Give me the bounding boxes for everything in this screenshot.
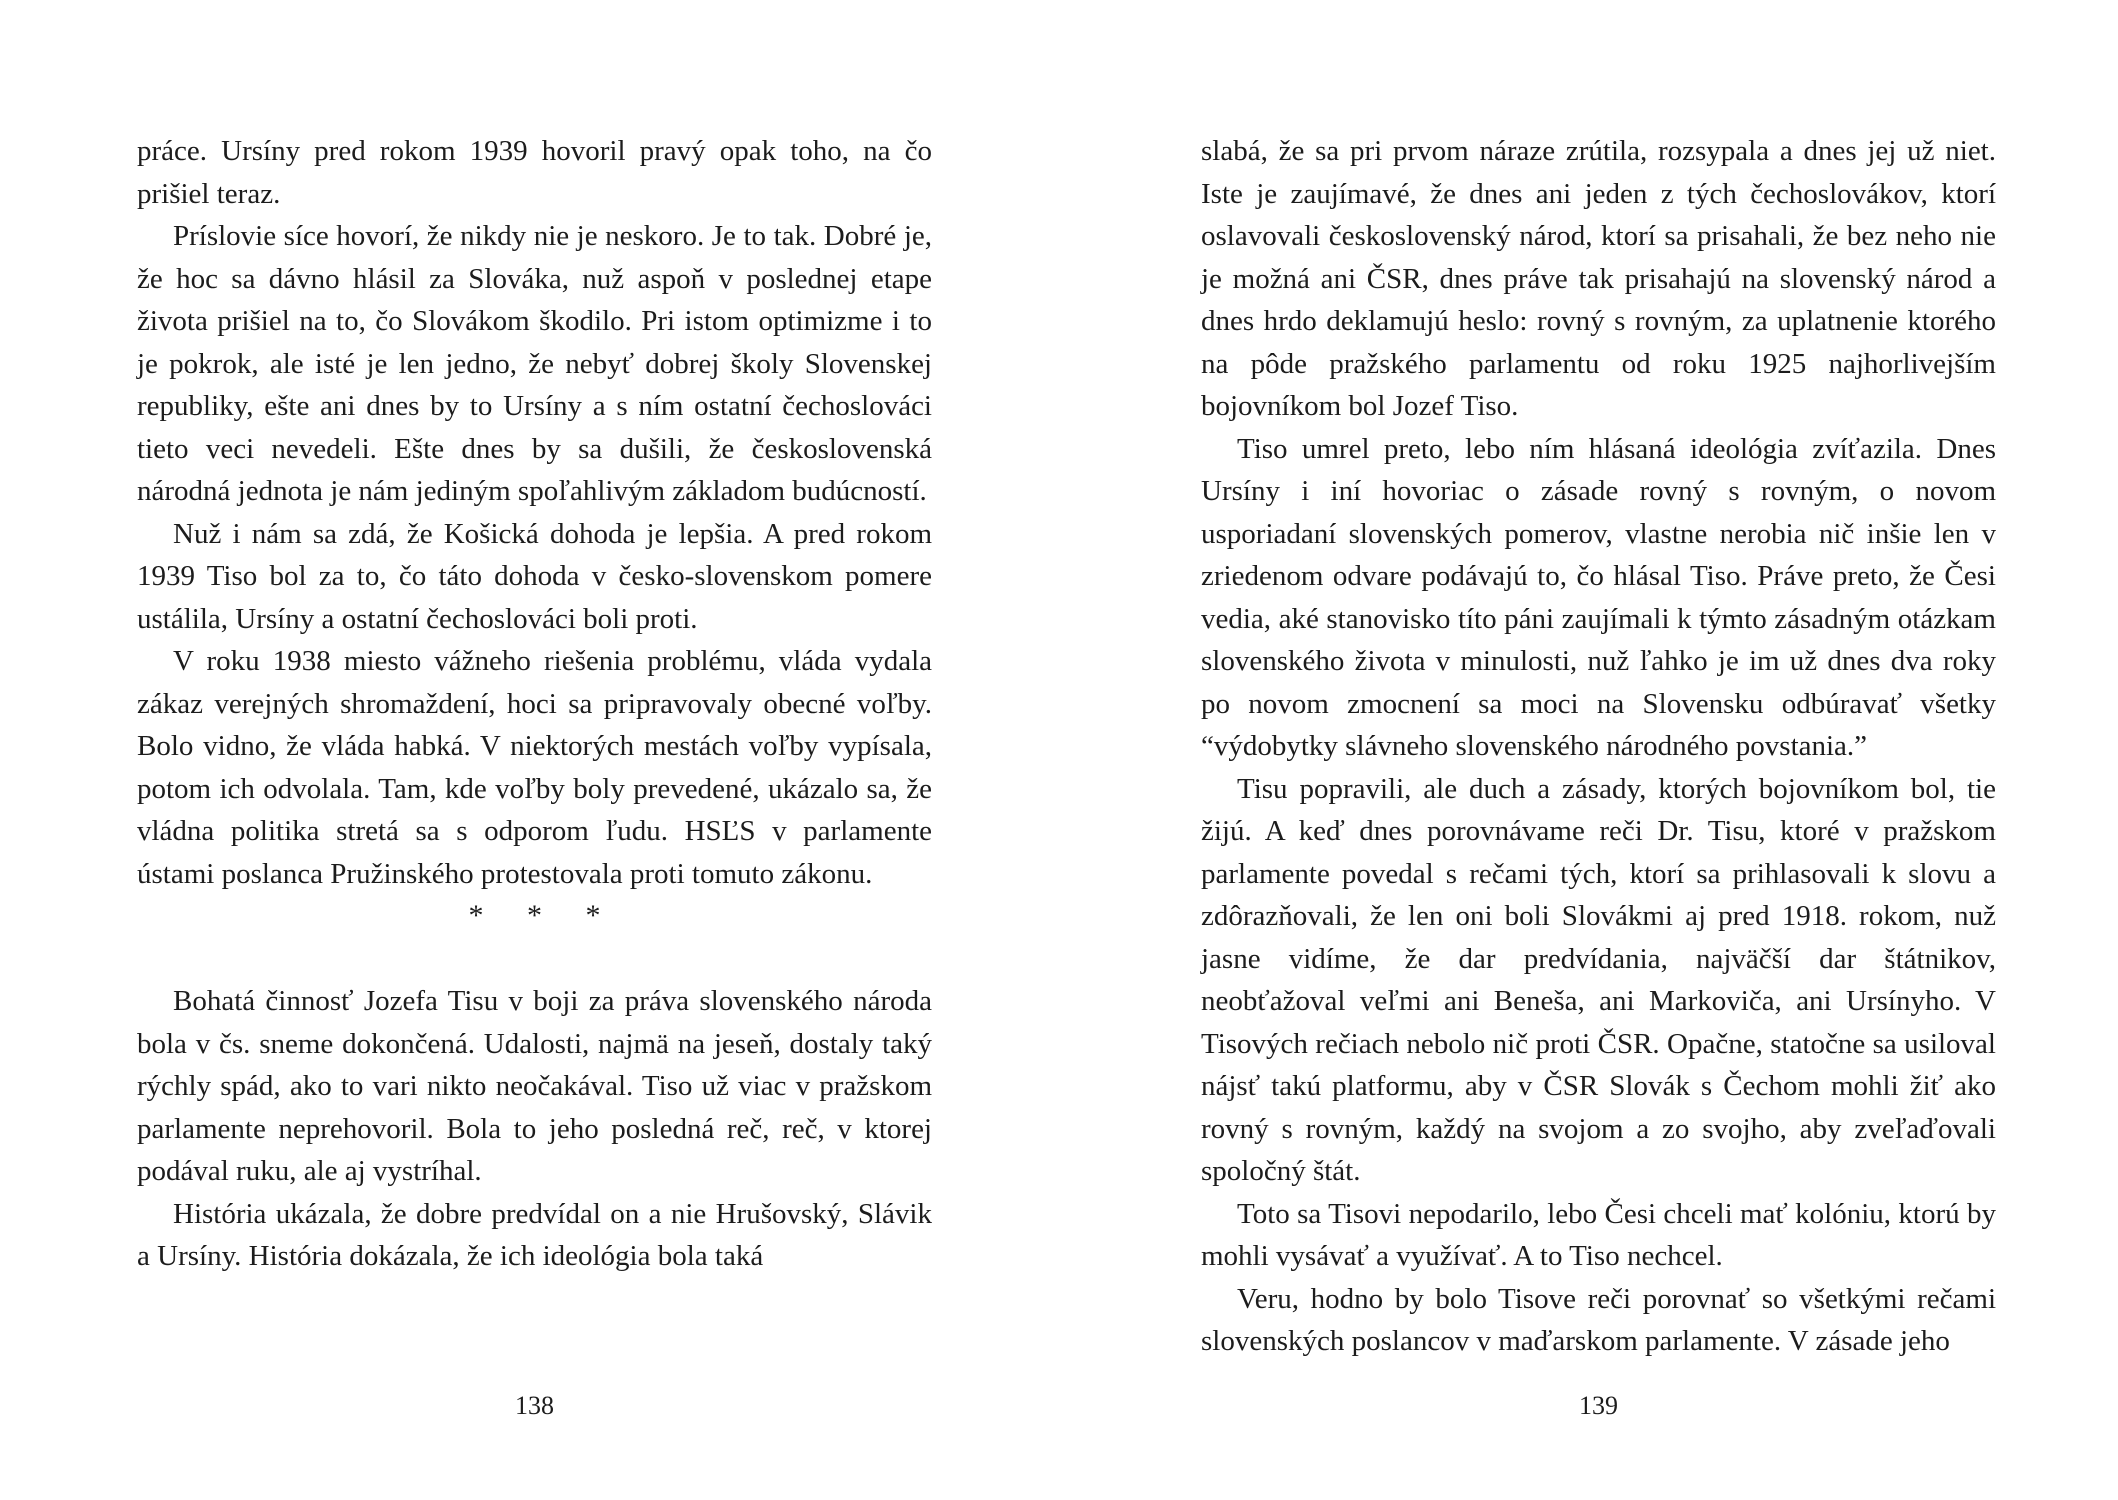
right-page-text [1201, 130, 1996, 1363]
page-number: 138 [515, 1391, 554, 1420]
section-separator: * * * [468, 899, 619, 932]
paragraph: Toto sa Tisovi nepodarilo, lebo Česi chceli mať kolóniu, ktorú by mohli vysávať a využívať. A to Tiso nechcel. [1201, 1197, 1996, 1272]
paragraph: Nuž i nám sa zdá, že Košická dohoda je lepšia. A pred rokom 1939 Tiso bol za to, čo táto dohoda v česko-slovenskom pomere ustálila, Ursíny a ostatní čechoslováci boli proti. [137, 517, 932, 635]
paragraph: práce. Ursíny pred rokom 1939 hovoril pravý opak toho, na čo prišiel teraz. [137, 135, 932, 210]
page-number: 139 [1579, 1391, 1618, 1420]
paragraph: Príslovie síce hovorí, že nikdy nie je neskoro. Je to tak. Dobré je, že hoc sa dávno hlásil za Slováka, nuž aspoň v poslednej etape života prišiel na to, čo Slovákom škodilo. Pri istom optimizme i to je pokrok, ale isté je len jedno, že nebyť dobrej školy Slovenskej republiky, ešte ani dnes by to Ursíny a s ním ostatní čechoslováci tieto veci nevedeli. Ešte dnes by sa dušili, že československá národná jednota je nám jediným spoľahlivým základom budúcností. [137, 220, 932, 507]
paragraph: slabá, že sa pri prvom náraze zrútila, rozsypala a dnes jej už niet. Iste je zaujímavé, že dnes ani jeden z tých čechoslovákov, ktorí oslavovali československý národ, ktorí sa prisahali, že bez neho nie je možná ani ČSR, dnes práve tak prisahajú na slovenský národ a dnes hrdo deklamujú heslo: rovný s rovným, za uplatnenie ktorého na pôde pražského parlamentu od roku 1925 najhorlivejším bojovníkom bol Jozef Tiso. [1201, 135, 1996, 422]
right-page [1201, 130, 1996, 1430]
left-page [137, 130, 932, 1430]
paragraph: Veru, hodno by bolo Tisove reči porovnať so všetkými rečami slovenských poslancov v maďarskom parlamente. V zásade jeho [1201, 1282, 1996, 1357]
paragraph: Tisu popravili, ale duch a zásady, ktorých bojovníkom bol, tie žijú. A keď dnes porovnávame reči Dr. Tisu, ktoré v pražskom parlamente povedal s rečami tých, ktorí sa prihlasovali k slovu a zdôrazňovali, že len oni boli Slovákmi aj pred 1918. rokom, nuž jasne vidíme, že dar predvídania, najväčší dar štátnikov, neobťažoval veľmi ani Beneša, ani Markoviča, ani Ursínyho. V Tisových rečiach nebolo nič proti ČSR. Opačne, statočne sa usiloval nájsť takú platformu, aby v ČSR Slovák s Čechom mohli žiť ako rovný s rovným, každý na svojom a zo svojho, aby zveľaďovali spoločný štát. [1201, 772, 1996, 1187]
paragraph: História ukázala, že dobre predvídal on a nie Hrušovský, Slávik a Ursíny. História dokázala, že ich ideológia bola taká [137, 1197, 932, 1272]
paragraph: Tiso umrel preto, lebo ním hlásaná ideológia zvíťazila. Dnes Ursíny i iní hovoriac o zásade rovný s rovným, o novom usporiadaní slovenských pomerov, vlastne nerobia nič inšie len v zriedenom odvare podávajú to, čo hlásal Tiso. Práve preto, že Česi vedia, aké stanovisko títo páni zaujímali k týmto zásadným otázkam slovenského života v minulosti, nuž ľahko je im už dnes dva roky po novom zmocnení sa moci na Slovensku odbúravať všetky “výdobytky slávneho slovenského národného povstania.” [1201, 432, 1996, 762]
paragraph: V roku 1938 miesto vážneho riešenia problému, vláda vydala zákaz verejných shromaždení, hoci sa pripravovaly obecné voľby. Bolo vidno, že vláda habká. V niektorých mestách voľby vypísala, potom ich odvolala. Tam, kde voľby boly prevedené, ukázalo sa, že vládna politika stretá sa s odporom ľudu. HSĽS v parlamente ústami poslanca Pružinského protestovala proti tomuto zákonu. [137, 645, 932, 890]
paragraph: Bohatá činnosť Jozefa Tisu v boji za práva slovenského národa bola v čs. sneme dokončená. Udalosti, najmä na jeseň, dostaly taký rýchly spád, ako to vari nikto neočakával. Tiso už viac v pražskom parlamente neprehovoril. Bola to jeho posledná reč, reč, v ktorej podával ruku, ale aj vystríhal. [137, 985, 932, 1187]
left-page-text [137, 130, 932, 1278]
